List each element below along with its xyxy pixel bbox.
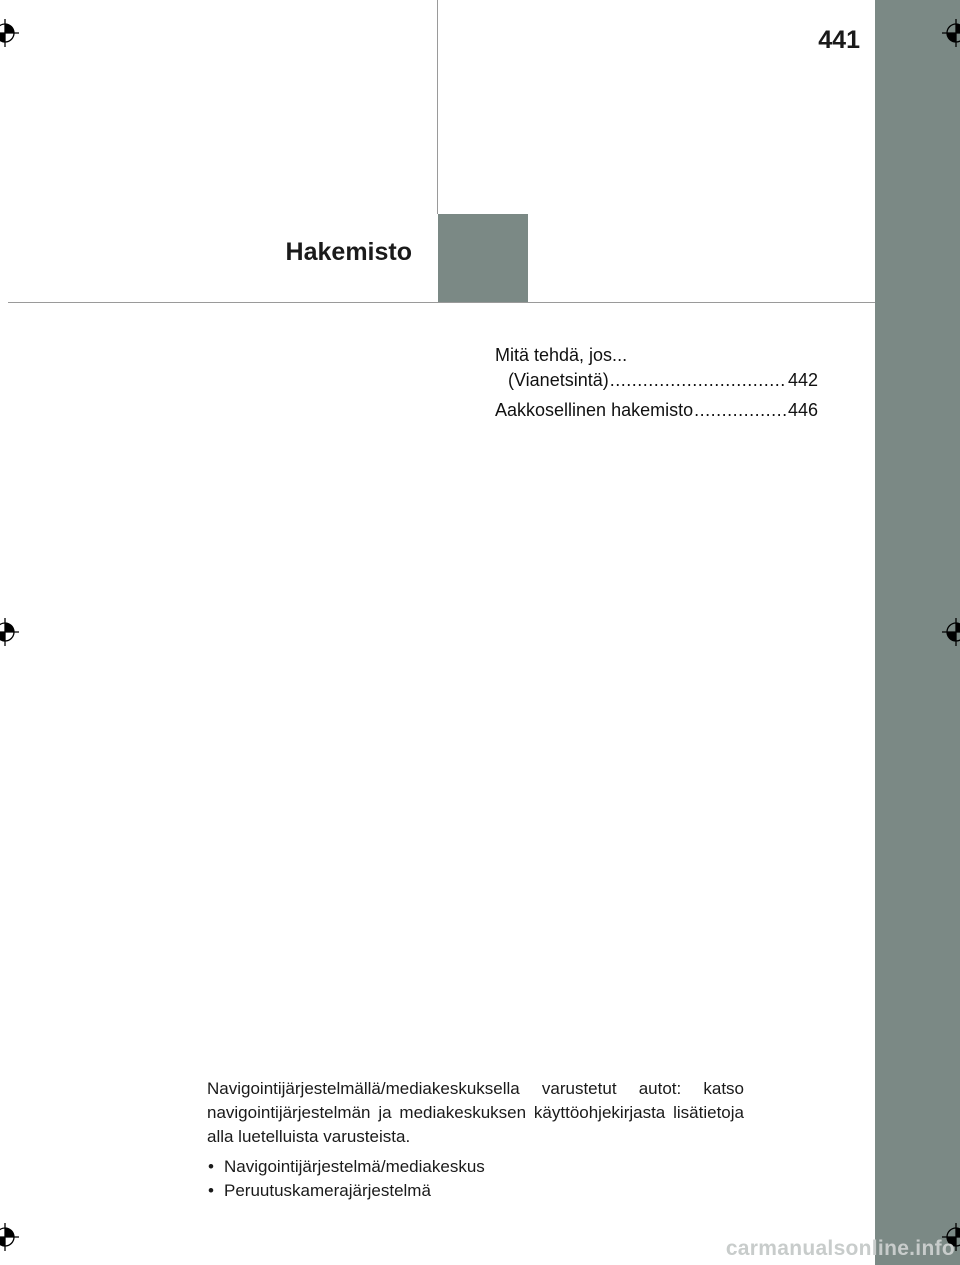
- list-item: • Peruutuskamerajärjestelmä: [207, 1179, 744, 1203]
- section-marker: [438, 214, 528, 303]
- crosshair-registration-icon: [942, 618, 960, 646]
- equipment-note: [207, 1077, 744, 1203]
- watermark: carmanualsonline.info: [725, 1237, 955, 1260]
- crosshair-registration-icon: [0, 19, 19, 47]
- table-of-contents: [495, 343, 818, 428]
- crosshair-registration-icon: [0, 618, 19, 646]
- toc-entry-text: Mitä tehdä, jos...: [495, 345, 628, 365]
- crosshair-registration-icon: [0, 1223, 19, 1251]
- note-list: [207, 1155, 744, 1203]
- list-item: • Navigointijärjestelmä/mediakeskus: [207, 1155, 744, 1179]
- page-number: 441: [818, 26, 860, 54]
- toc-page-number: 442: [787, 370, 818, 390]
- toc-line: [495, 398, 818, 423]
- toc-dot-leader: [694, 398, 787, 423]
- toc-entry[interactable]: [495, 343, 818, 393]
- vertical-rule: [437, 0, 438, 214]
- note-paragraph: Navigointijärjestelmällä/mediakeskuksella varustetut autot: katso navigointijärjestelmän ja mediakeskuksen käyttöohjekirjasta lisätietoja alla luetelluista varusteista.: [207, 1079, 744, 1146]
- toc-entry[interactable]: [495, 398, 818, 423]
- toc-line: [495, 368, 818, 393]
- toc-line: [495, 343, 818, 368]
- crosshair-registration-icon: [942, 19, 960, 47]
- toc-dot-leader: [610, 368, 787, 393]
- page-title: Hakemisto: [285, 238, 412, 266]
- toc-entry-text: Aakkosellinen hakemisto: [495, 400, 694, 420]
- toc-entry-text: (Vianetsintä): [508, 370, 609, 390]
- toc-page-number: 446: [787, 400, 818, 420]
- header-rule: [8, 302, 875, 303]
